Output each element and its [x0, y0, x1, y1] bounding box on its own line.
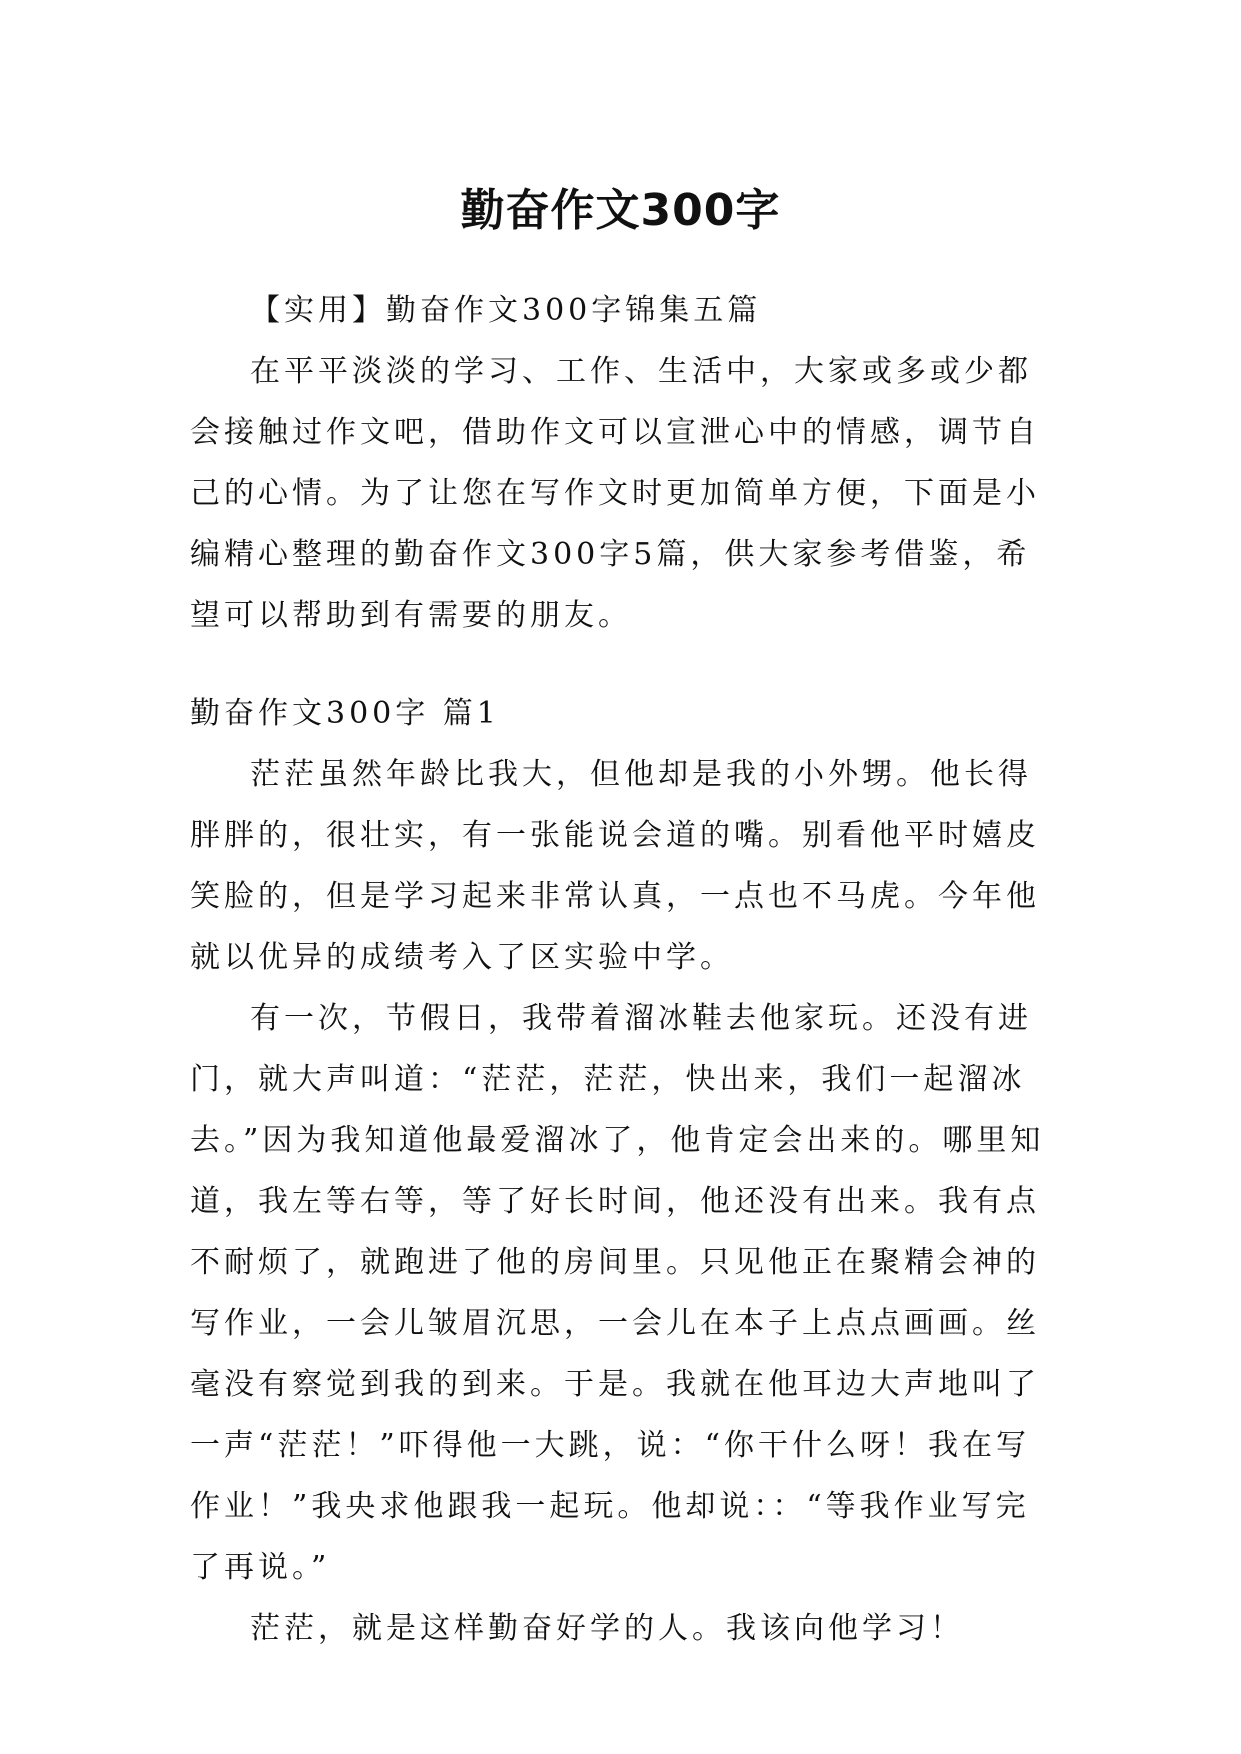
essay-section-1: [190, 683, 1060, 1659]
essay-paragraph: 茫茫，就是这样勤奋好学的人。我该向他学习！: [250, 1611, 964, 1646]
essay-paragraph: 有一次，节假日，我带着溜冰鞋去他家玩。还没有进门，就大声叫道：“茫茫，茫茫，快出来，我们一起溜冰去。”因为我知道他最爱溜冰了，他肯定会出来的。哪里知道，我左等右等，等了好长时间，他还没有出来。我有点不耐烦了，就跑进了他的房间里。只见他正在聚精会神的写作业，一会儿皱眉沉思，一会儿在本子上点点画画。丝毫没有察觉到我的到来。于是。我就在他耳边大声地叫了一声“茫茫！”吓得他一大跳，说：“你干什么呀！我在写作业！”我央求他跟我一起玩。他却说：：“等我作业写完了再说。”: [190, 1001, 1045, 1585]
document-title: 勤奋作文300字: [460, 185, 781, 237]
intro-heading: 【实用】勤奋作文300字锦集五篇: [250, 293, 762, 328]
essay-paragraph: 茫茫虽然年龄比我大，但他却是我的小外甥。他长得胖胖的，很壮实，有一张能说会道的嘴。别看他平时嬉皮笑脸的，但是学习起来非常认真，一点也不马虎。今年他就以优异的成绩考入了区实验中学。: [190, 757, 1040, 975]
intro-paragraph: 在平平淡淡的学习、工作、生活中，大家或多或少都会接触过作文吧，借助作文可以宣泄心中的情感，调节自己的心情。为了让您在写作文时更加简单方便，下面是小编精心整理的勤奋作文300字5篇，供大家参考借鉴，希望可以帮助到有需要的朋友。: [190, 354, 1040, 633]
intro-section: [190, 280, 1060, 646]
section-heading: 勤奋作文300字 篇1: [190, 696, 500, 731]
